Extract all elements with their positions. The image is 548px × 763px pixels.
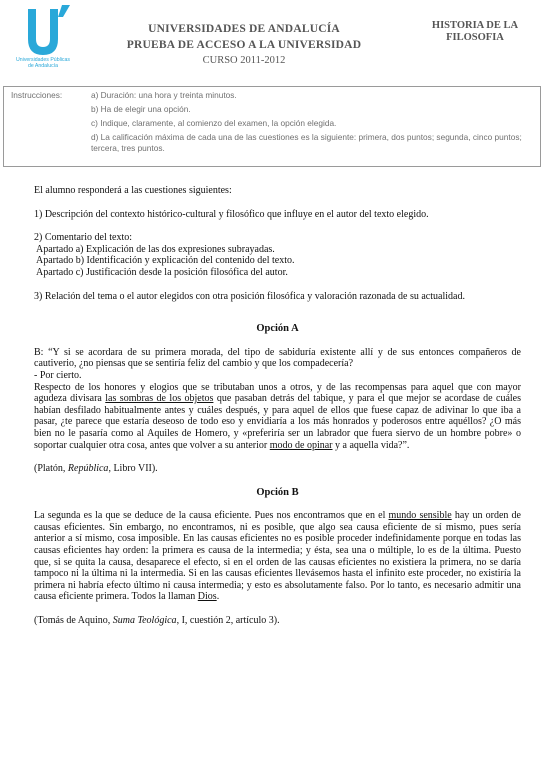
option-b-paragraph-1 bbox=[34, 510, 521, 603]
instructions-list bbox=[91, 90, 535, 157]
question-3: 3) Relación del tema o el autor elegidos con otra posición filosófica y valoración razonada de su actualidad. bbox=[34, 290, 465, 302]
logo-caption-line1: Universidades Públicas bbox=[16, 57, 70, 63]
title-block bbox=[100, 22, 388, 67]
logo-caption bbox=[6, 57, 80, 69]
option-a-text: que pasaban detrás del tabique, y para el que mejor se acordase de cuáles habían desfilado habitualmente antes y cuáles después, y para aquel de ellos que fuese capaz de adivinar lo que iba a pasar, ¿te parece que estaría deseoso de todo eso y envidiaría a los más honrados y poderosos entre aquéllos? ¿O más bien no le pasaría como al Aquiles de Homero, y «preferiría ser un labrador que fuera siervo de un hombre pobre» o soportar cualquier otra cosa, antes que volver a su anterior bbox=[34, 393, 521, 451]
option-b-title: Opción B bbox=[256, 486, 299, 498]
subject-line2: FILOSOFIA bbox=[446, 32, 504, 43]
university-title: UNIVERSIDADES DE ANDALUCÍA bbox=[148, 23, 340, 35]
option-a-citation bbox=[34, 463, 521, 475]
exam-title: PRUEBA DE ACCESO A LA UNIVERSIDAD bbox=[126, 39, 362, 51]
underlined-expression-1: mundo sensible bbox=[388, 510, 452, 522]
course-label: CURSO 2011-2012 bbox=[202, 55, 286, 66]
option-a-text: y a aquella vida?”. bbox=[332, 439, 410, 451]
underlined-expression-1: las sombras de los objetos bbox=[105, 393, 214, 405]
subject-title bbox=[410, 20, 540, 44]
instruction-item: b) Ha de elegir una opción. bbox=[91, 104, 191, 114]
question-2-part-c: Apartado c) Justificación desde la posición filosófica del autor. bbox=[36, 266, 288, 278]
instruction-item: c) Indique, claramente, al comienzo del examen, la opción elegida. bbox=[91, 118, 337, 128]
citation-text: , Libro VII). bbox=[108, 463, 158, 475]
instruction-item: d) La calificación máxima de cada una de las cuestiones es la siguiente: primera, dos puntos; segunda, cinco puntos; tercera, tres puntos. bbox=[91, 132, 522, 153]
exam-header bbox=[0, 0, 548, 84]
option-b-citation bbox=[34, 615, 521, 627]
question-2-title: 2) Comentario del texto: bbox=[34, 232, 133, 244]
option-a-text: Respecto de los honores y elogios que se tributaban unos a otros, y de las recompensas para aquel que con mayor agudeza divisara bbox=[34, 381, 521, 405]
option-a-paragraph-1: B: “Y si se acordara de su primera morada, del tipo de sabiduría existente allí y de sus entonces compañeros de cautiverio, ¿no piensas que se sentiría feliz del cambio y que los compadecería? bbox=[34, 346, 521, 370]
citation-text: (Platón, bbox=[34, 463, 68, 475]
logo-caption-line2: de Andalucía bbox=[28, 63, 58, 69]
option-a-paragraph-2: - Por cierto. bbox=[34, 369, 82, 381]
underlined-expression-2: Dios bbox=[197, 591, 217, 603]
option-b-text: hay un orden de causas eficientes. Sin embargo, no encontramos, ni es posible, que algo sea causa eficiente de sí mismo, pues sería anterior a sí mismo, cosa imposible. En las causas eficientes no es posible proceder indefinidamente porque en todas las causas eficientes hay orden: la primera es causa de la intermedia; y ésta, sea una o múltiple, lo es de la última. Puesto que, si se quita la causa, desaparece el efecto, si en el orden de las causas eficientes no existiera la primera, no se daría tampoco ni la última ni la intermedia. Si en las causas eficientes llevásemos hasta el infinito este proceder, no existiría la primera ni habría efecto último ni causa intermedia; y esto es absolutamente falso. Por lo tanto, es necesario admitir una causa eficiente primera. Todos la llaman bbox=[34, 510, 521, 603]
instruction-item: a) Duración: una hora y treinta minutos. bbox=[91, 90, 237, 100]
citation-work: Suma Teológica bbox=[112, 615, 177, 627]
question-1: 1) Descripción del contexto histórico-cultural y filosófico que influye en el autor del texto elegido. bbox=[34, 208, 429, 220]
citation-text: , I, cuestión 2, artículo 3). bbox=[176, 615, 280, 627]
instructions-label: Instrucciones: bbox=[11, 90, 63, 100]
instructions-box bbox=[3, 86, 541, 167]
subject-line1: HISTORIA DE LA bbox=[431, 20, 519, 31]
questions-intro: El alumno responderá a las cuestiones siguientes: bbox=[34, 185, 232, 196]
option-b-text: . bbox=[216, 591, 220, 603]
option-a-paragraph-3 bbox=[34, 382, 521, 452]
underlined-expression-2: modo de opinar bbox=[269, 439, 333, 451]
citation-work: República bbox=[67, 463, 109, 475]
citation-text: (Tomás de Aquino, bbox=[34, 615, 113, 627]
question-2-part-a: Apartado a) Explicación de las dos expresiones subrayadas. bbox=[36, 243, 275, 255]
option-b-text: La segunda es la que se deduce de la causa eficiente. Pues nos encontramos que en el bbox=[34, 510, 389, 522]
question-2-part-b: Apartado b) Identificación y explicación del contenido del texto. bbox=[36, 255, 295, 267]
exam-content bbox=[34, 185, 521, 627]
option-a-title: Opción A bbox=[256, 323, 299, 335]
